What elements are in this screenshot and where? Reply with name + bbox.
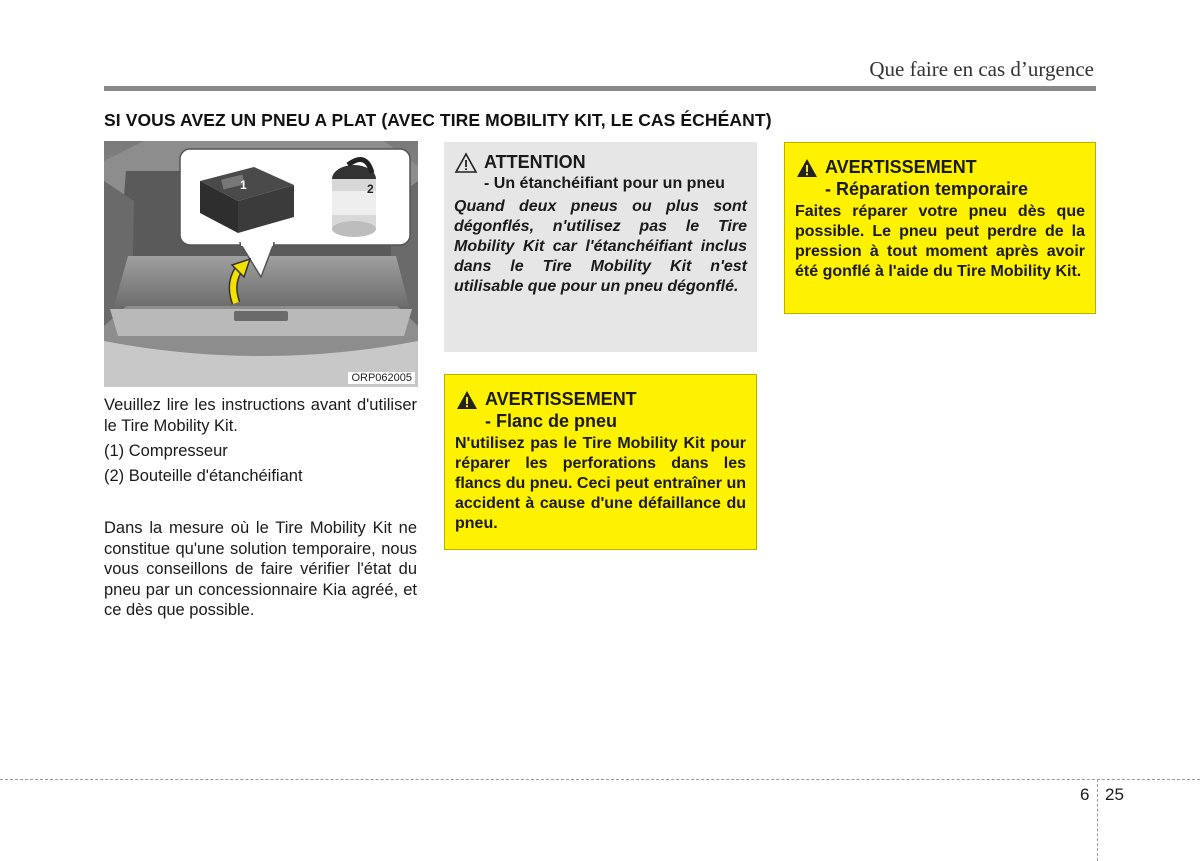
temporary-solution-paragraph: Dans la mesure où le Tire Mobility Kit ne constitue qu'une solution temporaire, nous vous conseillons de faire vérifier l'état du pneu par un concessionnaire Kia agréé, et ce dès que possible. (104, 519, 417, 619)
warning-triangle-icon (795, 157, 819, 179)
header-rule (104, 86, 1096, 91)
warning-box-sidewall (444, 374, 757, 550)
footer-vertical-divider (1097, 779, 1098, 861)
section-title: SI VOUS AVEZ UN PNEU A PLAT (AVEC TIRE MOBILITY KIT, LE CAS ÉCHÉANT) (104, 110, 772, 130)
figure-code: ORP062005 (348, 372, 415, 384)
warning-temporary-subtitle: - Réparation temporaire (825, 179, 1029, 199)
callout-2: 2 (367, 182, 374, 196)
trunk-figure (104, 141, 418, 387)
page-number: 25 (1105, 785, 1124, 804)
warning-temporary-title: AVERTISSEMENT (825, 157, 977, 177)
attention-header (454, 152, 747, 174)
warning-sidewall-title: AVERTISSEMENT (485, 389, 637, 409)
chapter-number: 6 (1080, 785, 1090, 804)
attention-box (444, 142, 757, 352)
attention-body: Quand deux pneus ou plus sont dégonflés, n'utilisez pas le Tire Mobility Kit car l'étanchéifiant inclus dans le Tire Mobility Kit n'est utilisable que pour un pneu dégonflé. (454, 198, 747, 295)
intro-text: Veuillez lire les instructions avant d'utiliser le Tire Mobility Kit. (104, 396, 417, 435)
callout-1: 1 (240, 178, 247, 192)
warning-box-temporary-repair (784, 142, 1096, 314)
footer-divider (0, 779, 1200, 780)
warning-sidewall-body: N'utilisez pas le Tire Mobility Kit pour réparer les perforations dans les flancs du pneu. Ceci peut entraîner un accident à cause d'une défaillance du pneu. (455, 435, 746, 532)
attention-subtitle: - Un étanchéifiant pour un pneu (484, 175, 725, 192)
warning-temporary-body: Faites réparer votre pneu dès que possible. Le pneu peut perdre de la pression à tout moment après avoir été gonflé à l'aide du Tire Mobility Kit. (795, 203, 1085, 280)
warning-sidewall-subtitle: - Flanc de pneu (485, 411, 618, 431)
warning-triangle-icon (455, 389, 479, 411)
list-item-sealant-bottle: (2) Bouteille d'étanchéifiant (104, 467, 303, 485)
attention-title: ATTENTION (484, 152, 586, 172)
chapter-title: Que faire en cas d’urgence (869, 57, 1094, 81)
trunk-illustration (104, 141, 418, 387)
caution-triangle-icon (454, 152, 478, 174)
warning-sidewall-header (455, 389, 746, 411)
list-item-compressor: (1) Compresseur (104, 442, 228, 460)
warning-temporary-header (795, 157, 1085, 179)
